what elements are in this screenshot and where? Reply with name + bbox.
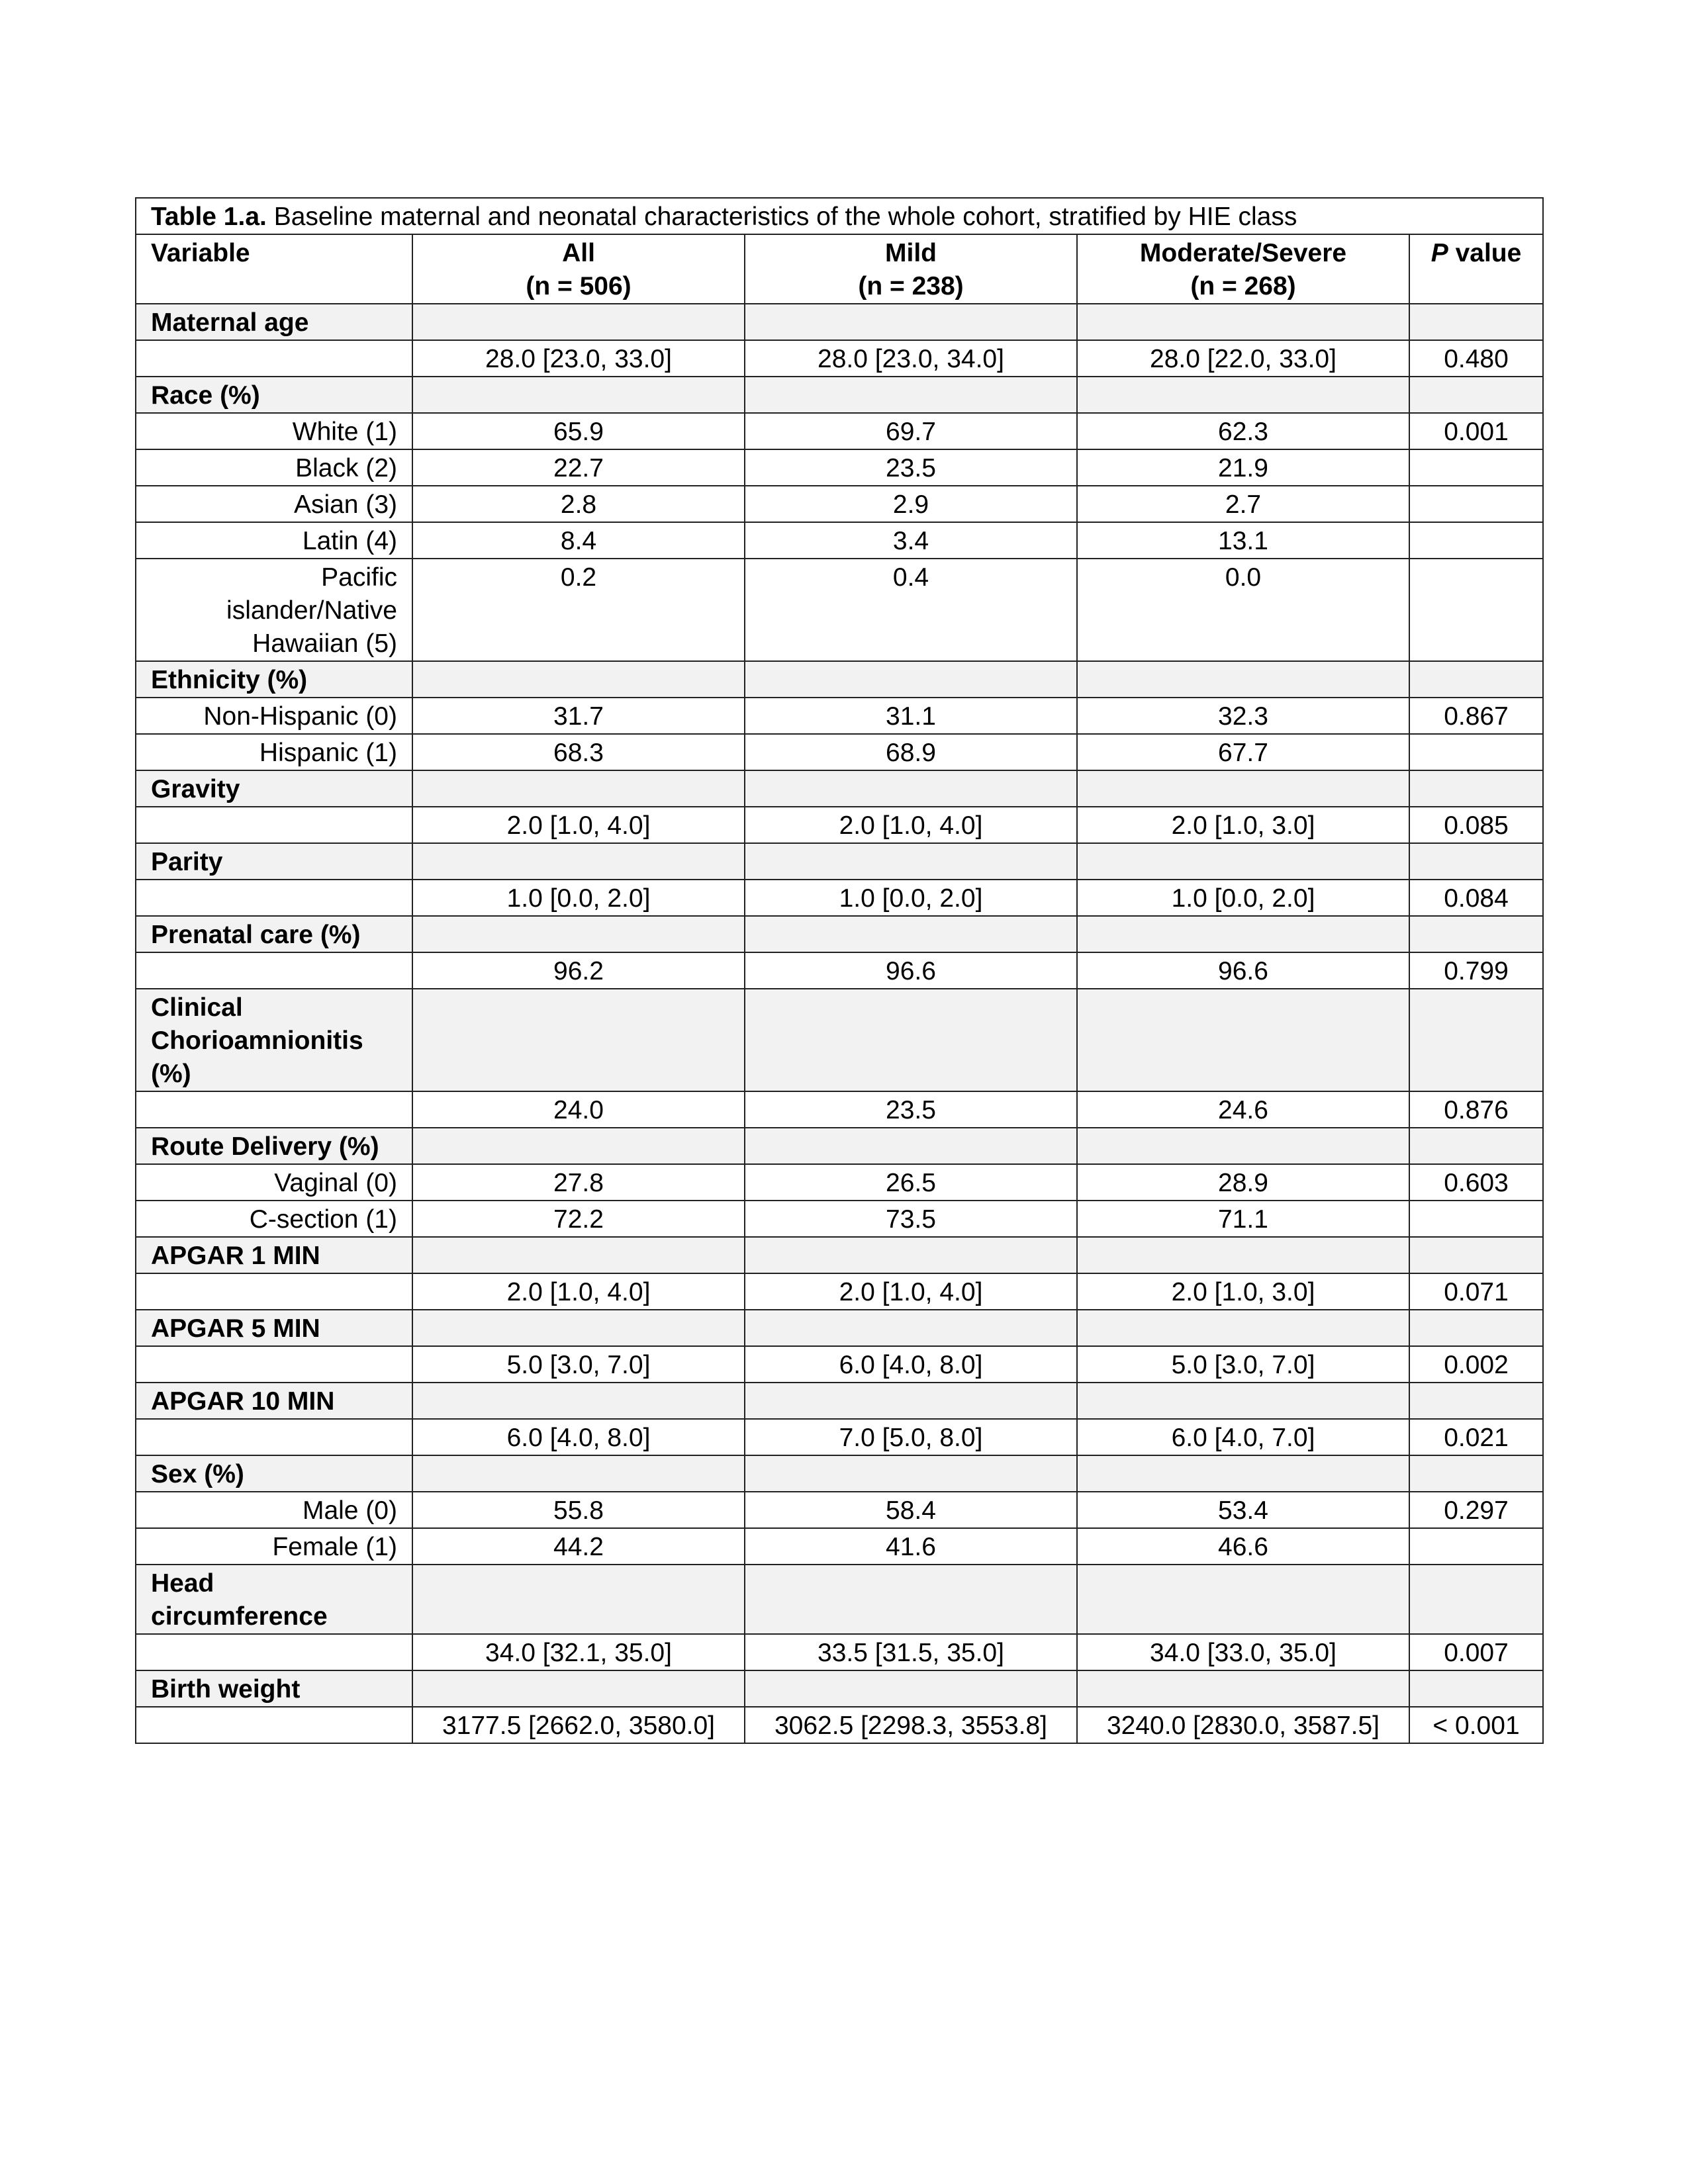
cell-p-value: 0.084 bbox=[1409, 880, 1543, 916]
cell-mild: 69.7 bbox=[745, 413, 1077, 449]
table-row bbox=[136, 1634, 1543, 1670]
row-sublabel bbox=[136, 1091, 412, 1128]
cell-all: 65.9 bbox=[412, 413, 745, 449]
section-empty-cell bbox=[1409, 989, 1543, 1091]
row-sublabel: Black (2) bbox=[136, 449, 412, 486]
section-empty-cell bbox=[412, 1237, 745, 1273]
section-empty-cell bbox=[412, 1565, 745, 1634]
section-empty-cell bbox=[1409, 1455, 1543, 1492]
section-empty-cell bbox=[1409, 770, 1543, 807]
header-all-label: All bbox=[562, 239, 595, 267]
section-row bbox=[136, 916, 1543, 952]
section-row bbox=[136, 1670, 1543, 1707]
row-sublabel: White (1) bbox=[136, 413, 412, 449]
section-empty-cell bbox=[745, 916, 1077, 952]
row-sublabel: Pacific islander/Native Hawaiian (5) bbox=[136, 559, 412, 661]
section-empty-cell bbox=[412, 989, 745, 1091]
cell-p-value bbox=[1409, 522, 1543, 559]
section-empty-cell bbox=[1077, 1237, 1409, 1273]
section-empty-cell bbox=[412, 1383, 745, 1419]
header-p-rest: value bbox=[1448, 239, 1522, 267]
table-row bbox=[136, 698, 1543, 734]
cell-all: 28.0 [23.0, 33.0] bbox=[412, 340, 745, 377]
section-empty-cell bbox=[745, 843, 1077, 880]
cell-moderate-severe: 0.0 bbox=[1077, 559, 1409, 661]
row-sublabel bbox=[136, 952, 412, 989]
section-label: Race (%) bbox=[136, 377, 412, 413]
section-row bbox=[136, 843, 1543, 880]
cell-moderate-severe: 46.6 bbox=[1077, 1528, 1409, 1565]
table-row bbox=[136, 952, 1543, 989]
cell-mild: 31.1 bbox=[745, 698, 1077, 734]
table-row bbox=[136, 1091, 1543, 1128]
section-empty-cell bbox=[1409, 1310, 1543, 1346]
section-empty-cell bbox=[412, 916, 745, 952]
cell-moderate-severe: 24.6 bbox=[1077, 1091, 1409, 1128]
cell-p-value: 0.867 bbox=[1409, 698, 1543, 734]
section-row bbox=[136, 770, 1543, 807]
header-modsev-n: (n = 268) bbox=[1190, 272, 1296, 300]
section-empty-cell bbox=[1077, 1455, 1409, 1492]
section-empty-cell bbox=[412, 1310, 745, 1346]
section-row bbox=[136, 304, 1543, 340]
row-sublabel bbox=[136, 1419, 412, 1455]
cell-all: 6.0 [4.0, 8.0] bbox=[412, 1419, 745, 1455]
cell-all: 72.2 bbox=[412, 1201, 745, 1237]
cell-moderate-severe: 67.7 bbox=[1077, 734, 1409, 770]
cell-mild: 41.6 bbox=[745, 1528, 1077, 1565]
section-label: Gravity bbox=[136, 770, 412, 807]
cell-all: 34.0 [32.1, 35.0] bbox=[412, 1634, 745, 1670]
section-row bbox=[136, 989, 1543, 1091]
row-sublabel: Vaginal (0) bbox=[136, 1164, 412, 1201]
section-empty-cell bbox=[1077, 1310, 1409, 1346]
section-label: Clinical Chorioamnionitis (%) bbox=[136, 989, 412, 1091]
cell-moderate-severe: 53.4 bbox=[1077, 1492, 1409, 1528]
table-row bbox=[136, 340, 1543, 377]
table-row bbox=[136, 1346, 1543, 1383]
section-label: Sex (%) bbox=[136, 1455, 412, 1492]
cell-all: 31.7 bbox=[412, 698, 745, 734]
section-empty-cell bbox=[1409, 1128, 1543, 1164]
section-row bbox=[136, 1237, 1543, 1273]
cell-p-value: 0.876 bbox=[1409, 1091, 1543, 1128]
table-row bbox=[136, 522, 1543, 559]
caption-bold: Table 1.a. bbox=[151, 203, 267, 231]
section-empty-cell bbox=[1077, 661, 1409, 698]
cell-all: 27.8 bbox=[412, 1164, 745, 1201]
row-sublabel: Non-Hispanic (0) bbox=[136, 698, 412, 734]
cell-all: 3177.5 [2662.0, 3580.0] bbox=[412, 1707, 745, 1743]
cell-p-value bbox=[1409, 559, 1543, 661]
table-row bbox=[136, 880, 1543, 916]
cell-p-value bbox=[1409, 486, 1543, 522]
section-empty-cell bbox=[745, 377, 1077, 413]
row-sublabel bbox=[136, 1273, 412, 1310]
section-empty-cell bbox=[1409, 916, 1543, 952]
section-empty-cell bbox=[1077, 843, 1409, 880]
header-moderate-severe bbox=[1077, 234, 1409, 304]
section-empty-cell bbox=[1409, 304, 1543, 340]
section-empty-cell bbox=[745, 304, 1077, 340]
section-empty-cell bbox=[412, 377, 745, 413]
section-label: Birth weight bbox=[136, 1670, 412, 1707]
section-empty-cell bbox=[745, 1237, 1077, 1273]
section-label: APGAR 1 MIN bbox=[136, 1237, 412, 1273]
section-empty-cell bbox=[1409, 1670, 1543, 1707]
row-sublabel: Female (1) bbox=[136, 1528, 412, 1565]
header-mild-n: (n = 238) bbox=[858, 272, 964, 300]
section-row bbox=[136, 1310, 1543, 1346]
cell-mild: 2.0 [1.0, 4.0] bbox=[745, 807, 1077, 843]
cell-mild: 23.5 bbox=[745, 1091, 1077, 1128]
cell-mild: 96.6 bbox=[745, 952, 1077, 989]
section-empty-cell bbox=[1077, 304, 1409, 340]
cell-mild: 6.0 [4.0, 8.0] bbox=[745, 1346, 1077, 1383]
cell-mild: 2.0 [1.0, 4.0] bbox=[745, 1273, 1077, 1310]
row-sublabel bbox=[136, 880, 412, 916]
section-empty-cell bbox=[745, 1455, 1077, 1492]
section-empty-cell bbox=[1409, 1237, 1543, 1273]
cell-moderate-severe: 28.0 [22.0, 33.0] bbox=[1077, 340, 1409, 377]
section-label: Ethnicity (%) bbox=[136, 661, 412, 698]
section-empty-cell bbox=[1077, 1128, 1409, 1164]
cell-all: 5.0 [3.0, 7.0] bbox=[412, 1346, 745, 1383]
caption-text: Baseline maternal and neonatal characteristics of the whole cohort, stratified by HIE class bbox=[266, 203, 1297, 231]
header-modsev-label: Moderate/Severe bbox=[1139, 239, 1347, 267]
header-row bbox=[136, 234, 1543, 304]
cell-mild: 28.0 [23.0, 34.0] bbox=[745, 340, 1077, 377]
cell-p-value bbox=[1409, 1201, 1543, 1237]
section-empty-cell bbox=[1409, 661, 1543, 698]
section-empty-cell bbox=[1077, 989, 1409, 1091]
table-row bbox=[136, 1419, 1543, 1455]
section-label: Route Delivery (%) bbox=[136, 1128, 412, 1164]
cell-mild: 68.9 bbox=[745, 734, 1077, 770]
table-body bbox=[136, 198, 1543, 1743]
section-empty-cell bbox=[412, 661, 745, 698]
header-p-italic: P bbox=[1430, 239, 1448, 267]
section-empty-cell bbox=[745, 989, 1077, 1091]
row-sublabel bbox=[136, 807, 412, 843]
cell-mild: 33.5 [31.5, 35.0] bbox=[745, 1634, 1077, 1670]
cell-moderate-severe: 96.6 bbox=[1077, 952, 1409, 989]
cell-mild: 73.5 bbox=[745, 1201, 1077, 1237]
table-row bbox=[136, 807, 1543, 843]
section-empty-cell bbox=[745, 770, 1077, 807]
section-empty-cell bbox=[745, 1565, 1077, 1634]
cell-moderate-severe: 32.3 bbox=[1077, 698, 1409, 734]
cell-p-value: 0.603 bbox=[1409, 1164, 1543, 1201]
section-label: APGAR 5 MIN bbox=[136, 1310, 412, 1346]
section-empty-cell bbox=[412, 1128, 745, 1164]
cell-moderate-severe: 71.1 bbox=[1077, 1201, 1409, 1237]
cell-p-value bbox=[1409, 449, 1543, 486]
cell-all: 8.4 bbox=[412, 522, 745, 559]
section-empty-cell bbox=[1077, 1383, 1409, 1419]
cell-all: 2.0 [1.0, 4.0] bbox=[412, 807, 745, 843]
section-label: Maternal age bbox=[136, 304, 412, 340]
section-label: APGAR 10 MIN bbox=[136, 1383, 412, 1419]
cell-p-value: 0.001 bbox=[1409, 413, 1543, 449]
cell-mild: 0.4 bbox=[745, 559, 1077, 661]
table-row bbox=[136, 1164, 1543, 1201]
section-empty-cell bbox=[1409, 843, 1543, 880]
cell-p-value: 0.085 bbox=[1409, 807, 1543, 843]
header-all-n: (n = 506) bbox=[526, 272, 632, 300]
cell-p-value: 0.007 bbox=[1409, 1634, 1543, 1670]
section-label: Prenatal care (%) bbox=[136, 916, 412, 952]
cell-moderate-severe: 13.1 bbox=[1077, 522, 1409, 559]
table-row bbox=[136, 449, 1543, 486]
cell-moderate-severe: 6.0 [4.0, 7.0] bbox=[1077, 1419, 1409, 1455]
cell-mild: 7.0 [5.0, 8.0] bbox=[745, 1419, 1077, 1455]
table-row bbox=[136, 1528, 1543, 1565]
cell-all: 68.3 bbox=[412, 734, 745, 770]
section-empty-cell bbox=[412, 304, 745, 340]
cell-moderate-severe: 62.3 bbox=[1077, 413, 1409, 449]
cell-mild: 58.4 bbox=[745, 1492, 1077, 1528]
cell-p-value: 0.799 bbox=[1409, 952, 1543, 989]
section-empty-cell bbox=[745, 661, 1077, 698]
table-row bbox=[136, 486, 1543, 522]
cell-mild: 3.4 bbox=[745, 522, 1077, 559]
cell-all: 2.0 [1.0, 4.0] bbox=[412, 1273, 745, 1310]
section-empty-cell bbox=[412, 843, 745, 880]
cell-p-value: < 0.001 bbox=[1409, 1707, 1543, 1743]
section-empty-cell bbox=[1077, 770, 1409, 807]
section-empty-cell bbox=[1077, 1670, 1409, 1707]
row-sublabel bbox=[136, 1634, 412, 1670]
header-mild-label: Mild bbox=[885, 239, 937, 267]
cell-all: 96.2 bbox=[412, 952, 745, 989]
section-empty-cell bbox=[745, 1670, 1077, 1707]
table-row bbox=[136, 1273, 1543, 1310]
section-empty-cell bbox=[1077, 916, 1409, 952]
cell-mild: 2.9 bbox=[745, 486, 1077, 522]
section-empty-cell bbox=[1409, 1383, 1543, 1419]
caption-row bbox=[136, 198, 1543, 234]
cell-moderate-severe: 28.9 bbox=[1077, 1164, 1409, 1201]
cell-moderate-severe: 2.7 bbox=[1077, 486, 1409, 522]
section-label: Head circumference bbox=[136, 1565, 412, 1634]
row-sublabel bbox=[136, 1707, 412, 1743]
cell-all: 2.8 bbox=[412, 486, 745, 522]
row-sublabel: Hispanic (1) bbox=[136, 734, 412, 770]
section-empty-cell bbox=[1409, 377, 1543, 413]
cell-all: 55.8 bbox=[412, 1492, 745, 1528]
cell-p-value bbox=[1409, 734, 1543, 770]
cell-mild: 3062.5 [2298.3, 3553.8] bbox=[745, 1707, 1077, 1743]
cell-moderate-severe: 3240.0 [2830.0, 3587.5] bbox=[1077, 1707, 1409, 1743]
table-row bbox=[136, 1201, 1543, 1237]
table-row bbox=[136, 1707, 1543, 1743]
section-row bbox=[136, 1383, 1543, 1419]
section-empty-cell bbox=[1077, 377, 1409, 413]
cell-moderate-severe: 21.9 bbox=[1077, 449, 1409, 486]
cell-moderate-severe: 2.0 [1.0, 3.0] bbox=[1077, 1273, 1409, 1310]
row-sublabel: Latin (4) bbox=[136, 522, 412, 559]
section-empty-cell bbox=[745, 1310, 1077, 1346]
header-all bbox=[412, 234, 745, 304]
cell-moderate-severe: 34.0 [33.0, 35.0] bbox=[1077, 1634, 1409, 1670]
cell-moderate-severe: 5.0 [3.0, 7.0] bbox=[1077, 1346, 1409, 1383]
cell-all: 24.0 bbox=[412, 1091, 745, 1128]
section-empty-cell bbox=[412, 1670, 745, 1707]
table-row bbox=[136, 559, 1543, 661]
cell-mild: 1.0 [0.0, 2.0] bbox=[745, 880, 1077, 916]
section-empty-cell bbox=[745, 1128, 1077, 1164]
header-mild bbox=[745, 234, 1077, 304]
cell-all: 44.2 bbox=[412, 1528, 745, 1565]
table-row bbox=[136, 413, 1543, 449]
section-row bbox=[136, 661, 1543, 698]
section-row bbox=[136, 1128, 1543, 1164]
section-empty-cell bbox=[412, 770, 745, 807]
cell-p-value: 0.002 bbox=[1409, 1346, 1543, 1383]
header-variable: Variable bbox=[136, 234, 412, 304]
cell-mild: 23.5 bbox=[745, 449, 1077, 486]
header-p-value bbox=[1409, 234, 1543, 304]
row-sublabel bbox=[136, 1346, 412, 1383]
cell-all: 22.7 bbox=[412, 449, 745, 486]
cell-p-value bbox=[1409, 1528, 1543, 1565]
row-sublabel: C-section (1) bbox=[136, 1201, 412, 1237]
row-sublabel: Asian (3) bbox=[136, 486, 412, 522]
cell-p-value: 0.297 bbox=[1409, 1492, 1543, 1528]
cell-p-value: 0.480 bbox=[1409, 340, 1543, 377]
row-sublabel: Male (0) bbox=[136, 1492, 412, 1528]
cell-mild: 26.5 bbox=[745, 1164, 1077, 1201]
section-empty-cell bbox=[745, 1383, 1077, 1419]
section-empty-cell bbox=[1409, 1565, 1543, 1634]
section-row bbox=[136, 1565, 1543, 1634]
cell-moderate-severe: 2.0 [1.0, 3.0] bbox=[1077, 807, 1409, 843]
row-sublabel bbox=[136, 340, 412, 377]
section-empty-cell bbox=[1077, 1565, 1409, 1634]
section-empty-cell bbox=[412, 1455, 745, 1492]
section-row bbox=[136, 377, 1543, 413]
baseline-characteristics-table bbox=[135, 197, 1544, 1744]
table-row bbox=[136, 734, 1543, 770]
cell-all: 0.2 bbox=[412, 559, 745, 661]
section-row bbox=[136, 1455, 1543, 1492]
table-row bbox=[136, 1492, 1543, 1528]
table-caption bbox=[136, 198, 1543, 234]
cell-moderate-severe: 1.0 [0.0, 2.0] bbox=[1077, 880, 1409, 916]
cell-p-value: 0.021 bbox=[1409, 1419, 1543, 1455]
section-label: Parity bbox=[136, 843, 412, 880]
cell-p-value: 0.071 bbox=[1409, 1273, 1543, 1310]
cell-all: 1.0 [0.0, 2.0] bbox=[412, 880, 745, 916]
